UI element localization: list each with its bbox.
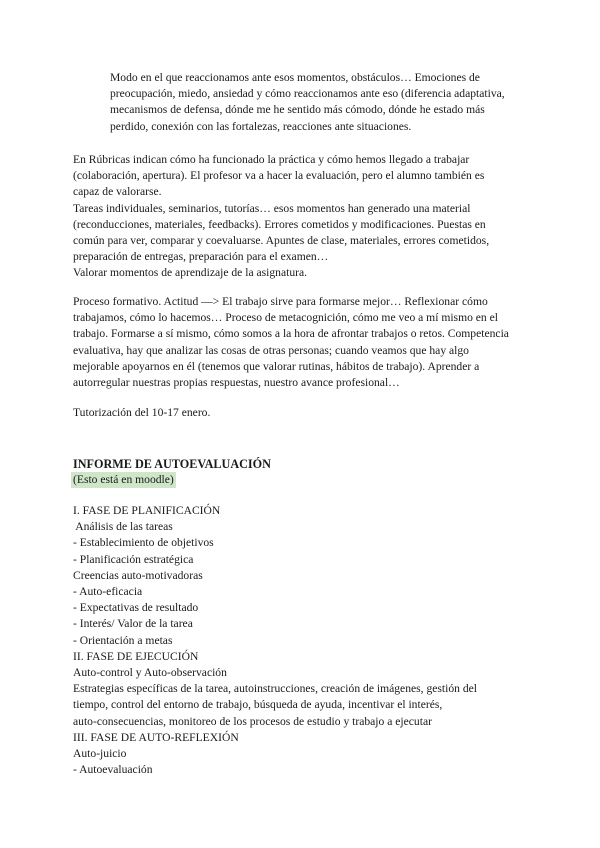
text-line: Tutorización del 10-17 enero. [73,406,211,419]
text-line: común para ver, comparar y coevaluarse. Apuntes de clase, materiales, errores cometidos, [73,234,490,248]
list-item: - Establecimiento de objetivos [73,536,214,550]
text-line: preparación de entregas, preparación para el examen… [73,250,329,264]
informe-header [73,456,535,488]
paragraph-reactions [110,70,530,135]
text-line: trabajo. Formarse a sí mismo, cómo somos a la hora de afrontar trabajos o retos. Competencia [73,327,509,341]
phase-heading: III. FASE DE AUTO-REFLEXIÓN [73,730,239,744]
text-line: Proceso formativo. Actitud —> El trabajo sirve para formarse mejor… Reflexionar cómo [73,295,488,308]
tutorizacion-note [73,405,535,421]
list-item: Creencias auto-motivadoras [73,568,203,582]
text-line: perdido, conexión con las fortalezas, reacciones ante situaciones. [110,119,412,133]
list-item: - Expectativas de resultado [73,601,199,615]
list-item: Análisis de las tareas [73,520,173,534]
list-item: - Interés/ Valor de la tarea [73,617,193,631]
list-item: Auto-control y Auto-observación [73,666,227,680]
list-item: tiempo, control del entorno de trabajo, búsqueda de ayuda, incentivar el interés, [73,698,443,712]
list-item: auto-consecuencias, monitoreo de los procesos de estudio y trabajo a ejecutar [73,714,432,728]
list-item: Estrategias específicas de la tarea, autoinstrucciones, creación de imágenes, gestión del [73,682,477,696]
list-item: - Autoevaluación [73,763,153,777]
text-line: mecanismos de defensa, dónde me he sentido más cómodo, dónde he estado más [110,103,485,117]
list-item: - Auto-eficacia [73,585,143,599]
fases-list [73,503,535,778]
text-line: Modo en el que reaccionamos ante esos momentos, obstáculos… Emociones de [110,71,480,84]
text-line: mejorable apoyarnos en él (tenemos que valorar rutinas, hábitos de trabajo). Aprender a [73,359,480,373]
text-line: En Rúbricas indican cómo ha funcionado la práctica y cómo hemos llegado a trabajar [73,153,470,166]
paragraph-proceso [73,294,535,391]
text-line: autorregular nuestras propias respuestas, nuestro avance profesional… [73,376,400,390]
text-line: Valorar momentos de aprendizaje de la asignatura. [73,266,308,280]
section-title: INFORME DE AUTOEVALUACIÓN [73,457,271,471]
list-item: Auto-juicio [73,747,127,761]
list-item: - Planificación estratégica [73,552,194,566]
paragraph-rubricas [73,152,535,282]
text-line: evaluativa, hay que analizar las cosas de otras personas; cuando veamos que hay algo [73,343,469,357]
highlighted-note: (Esto está en moodle) [71,472,176,488]
list-item: - Orientación a metas [73,633,173,647]
text-line: (colaboración, apertura). El profesor va a hacer la evaluación, pero el alumno también es [73,169,485,183]
phase-heading: I. FASE DE PLANIFICACIÓN [73,504,221,517]
text-line: preocupación, miedo, ansiedad y cómo reaccionamos ante eso (diferencia adaptativa, [110,87,505,101]
text-line: Tareas individuales, seminarios, tutorías… esos momentos han generado una material [73,201,471,215]
phase-heading: II. FASE DE EJECUCIÓN [73,649,199,663]
text-line: capaz de valorarse. [73,185,162,199]
text-line: (reconducciones, materiales, feedbacks). Errores cometidos y modificaciones. Puestas en [73,217,486,231]
text-line: trabajamos, cómo lo hacemos… Proceso de metacognición, cómo me veo a mí mismo en el [73,311,498,325]
